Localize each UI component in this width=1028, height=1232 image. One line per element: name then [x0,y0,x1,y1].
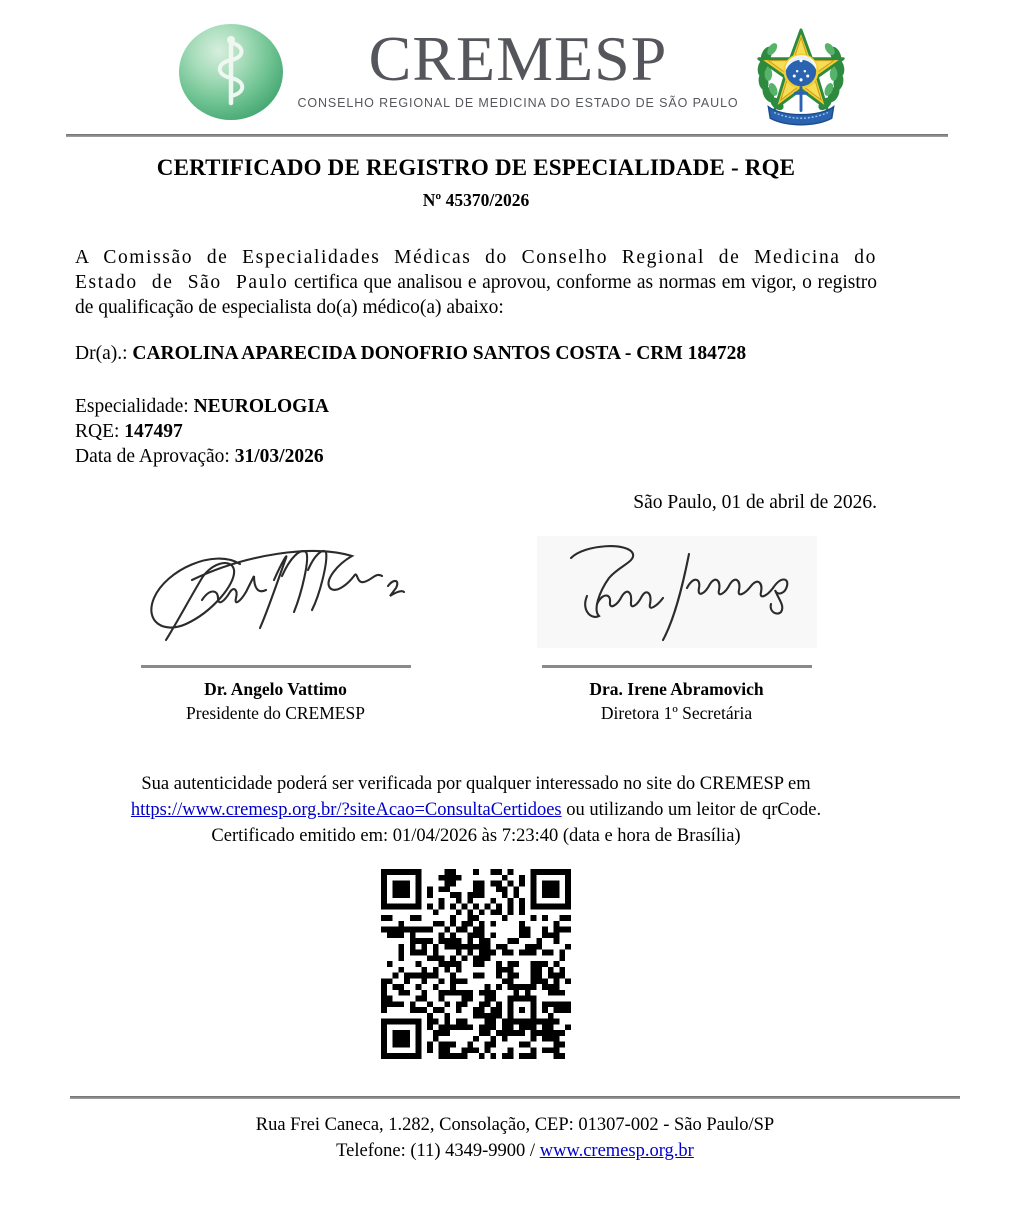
approval-label: Data de Aprovação: [75,446,235,467]
rqe-value: 147497 [124,421,183,442]
rqe-label: RQE: [75,421,125,442]
footer-divider [70,1096,960,1099]
place-date: São Paulo, 01 de abril de 2026. [633,492,877,513]
emitted-line: Certificado emitido em: 01/04/2026 às 7:23:40 (data e hora de Brasília) [211,826,741,846]
approval-date: 31/03/2026 [234,446,324,467]
intro-rest: certifica que analisou e aprovou, conforme as normas em vigor, o registro de qualificação de especialista do(a) médico(a) abaixo: [75,272,878,318]
verification-link[interactable]: https://www.cremesp.org.br/?siteAcao=ConsultaCertidoes [130,800,562,820]
signature-line [542,665,812,668]
doctor-name: CAROLINA APARECIDA DONOFRIO SANTOS COSTA - CRM 184728 [132,343,747,364]
footer-site-link[interactable]: www.cremesp.org.br [539,1141,694,1161]
specialty-value: NEUROLOGIA [193,396,330,417]
signature-block-president [75,536,476,724]
approval-line [75,444,877,469]
org-subtitle: CONSELHO REGIONAL DE MEDICINA DO ESTADO DE SÃO PAULO [297,96,739,110]
wordmark [297,24,738,110]
specialty-label: Especialidade: [75,396,194,417]
verification-line2-suffix: ou utilizando um leitor de qrCode. [561,800,822,820]
signature-block-secretary [476,536,877,724]
secretary-signature-icon [537,536,817,648]
certificate-number: Nº 45370/2026 [422,190,530,210]
verification-line2 [75,797,877,823]
signer-name: Dra. Irene Abramovich [589,679,764,699]
president-signature-icon [136,536,416,648]
signatures-row [75,536,877,724]
signature-line [141,665,411,668]
rqe-line [75,419,877,444]
page-title: CERTIFICADO DE REGISTRO DE ESPECIALIDADE - RQE [156,155,796,180]
intro-paragraph [75,245,877,320]
signer-role: Presidente do CREMESP [186,703,365,723]
footer-phone-line [70,1138,960,1164]
asclepius-staff-icon [202,33,260,112]
intro-emphasis: A Comissão de Especialidades Médicas do Conselho Regional de Medicina do Estado de São Paulo [75,247,877,293]
doctor-label: Dr(a).: [75,343,133,364]
cremesp-logo [179,24,283,120]
footer-phone: Telefone: (11) 4349-9900 / [336,1141,540,1161]
specialty-line [75,394,877,419]
certificate-content [75,155,877,1064]
brazil-coat-of-arms-icon [753,26,849,131]
doctor-line [75,343,877,365]
footer [70,1112,960,1164]
verification-line1: Sua autenticidade poderá ser verificada por qualquer interessado no site do CREMESP em [141,774,811,794]
signer-role: Diretora 1º Secretária [600,703,753,723]
header-divider [66,134,948,137]
org-name: CREMESP [368,23,668,94]
signer-name: Dr. Angelo Vattimo [204,679,347,699]
qr-code-icon [381,869,571,1059]
header [0,0,1028,122]
footer-address: Rua Frei Caneca, 1.282, Consolação, CEP: 01307-002 - São Paulo/SP [255,1115,775,1135]
registration-info [75,394,877,469]
verification-block [75,771,877,849]
qr-code-wrap [75,869,877,1064]
